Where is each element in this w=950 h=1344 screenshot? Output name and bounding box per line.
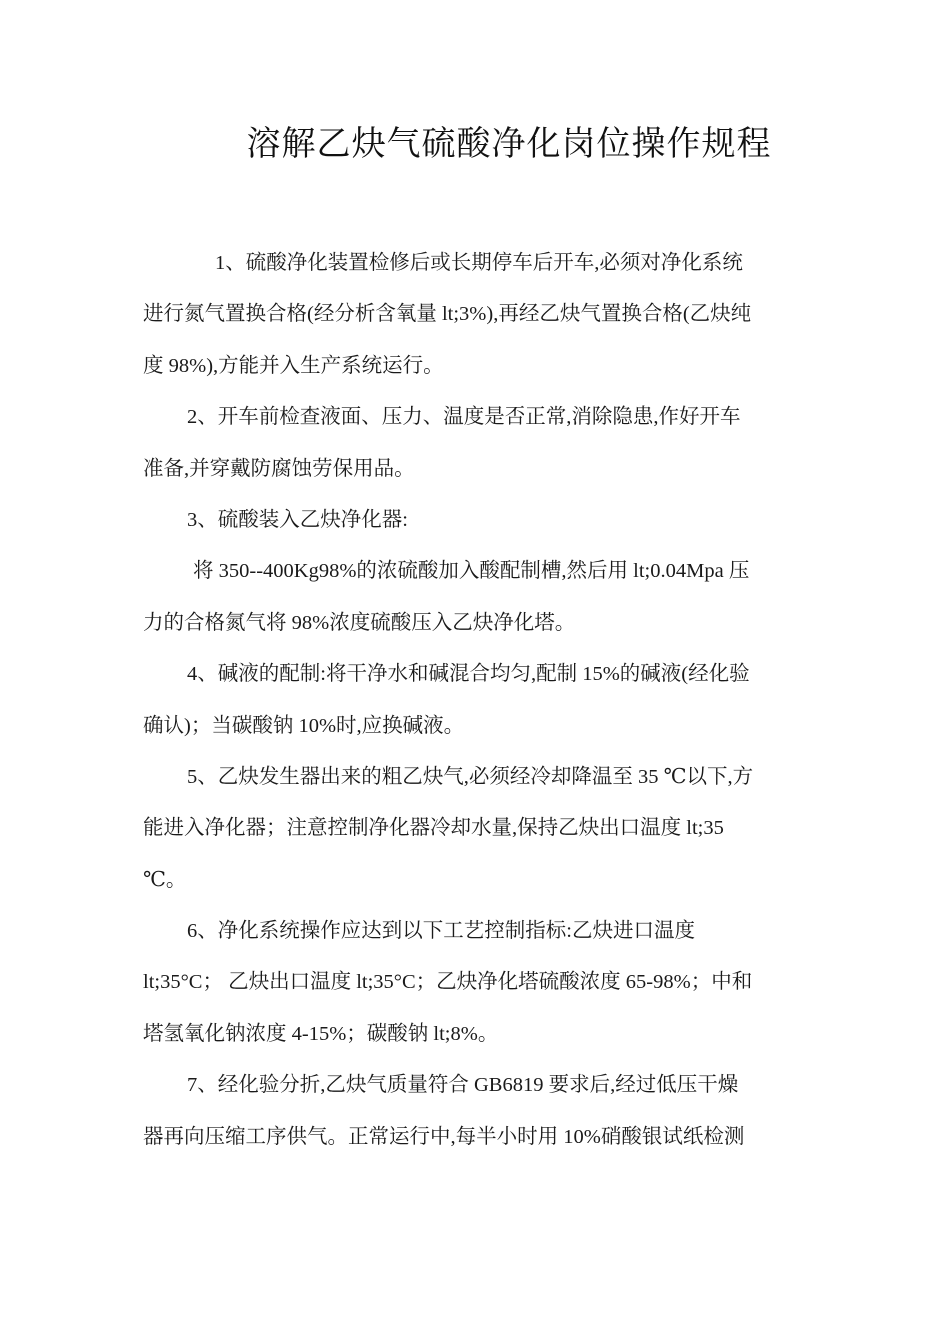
paragraph-line: 进行氮气置换合格(经分析含氧量 lt;3%),再经乙炔气置换合格(乙炔纯 <box>143 303 752 326</box>
paragraph-line: 器再向压缩工序供气。正常运行中,每半小时用 10%硝酸银试纸检测 <box>143 1125 745 1148</box>
paragraph-line: 力的合格氮气将 98%浓度硫酸压入乙炔净化塔。 <box>143 611 576 634</box>
document-title: 溶解乙炔气硫酸净化岗位操作规程 <box>246 124 772 164</box>
paragraph-line: 5、乙炔发生器出来的粗乙炔气,必须经冷却降温至 35 ℃以下,方 <box>187 765 754 788</box>
paragraph-line: 2、开车前检查液面、压力、温度是否正常,消除隐患,作好开车 <box>187 406 741 429</box>
paragraph-line: 4、碱液的配制:将干净水和碱混合均匀,配制 15%的碱液(经化验 <box>187 663 750 686</box>
document-body <box>143 238 811 1163</box>
paragraph-line: 度 98%),方能并入生产系统运行。 <box>143 354 444 377</box>
paragraph-line: 能进入净化器；注意控制净化器冷却水量,保持乙炔出口温度 lt;35 <box>143 817 724 840</box>
paragraph-line: 确认)；当碳酸钠 10%时,应换碱液。 <box>143 714 465 737</box>
paragraph-line: 准备,并穿戴防腐蚀劳保用品。 <box>143 457 415 480</box>
paragraph-line: 6、净化系统操作应达到以下工艺控制指标:乙炔进口温度 <box>187 920 695 943</box>
paragraph-line: 1、硫酸净化装置检修后或长期停车后开车,必须对净化系统 <box>215 252 743 274</box>
paragraph-line: 塔氢氧化钠浓度 4-15%；碳酸钠 lt;8%。 <box>143 1022 499 1045</box>
paragraph-line: ℃。 <box>143 868 187 891</box>
paragraph-line: lt;35°C； 乙炔出口温度 lt;35°C；乙炔净化塔硫酸浓度 65-98%；中和 <box>143 971 753 994</box>
paragraph-line: 7、经化验分折,乙炔气质量符合 GB6819 要求后,经过低压干燥 <box>187 1074 739 1097</box>
paragraph-line: 3、硫酸装入乙炔净化器: <box>187 508 408 531</box>
paragraph-line: 将 350--400Kg98%的浓硫酸加入酸配制槽,然后用 lt;0.04Mpa 压 <box>193 560 750 583</box>
